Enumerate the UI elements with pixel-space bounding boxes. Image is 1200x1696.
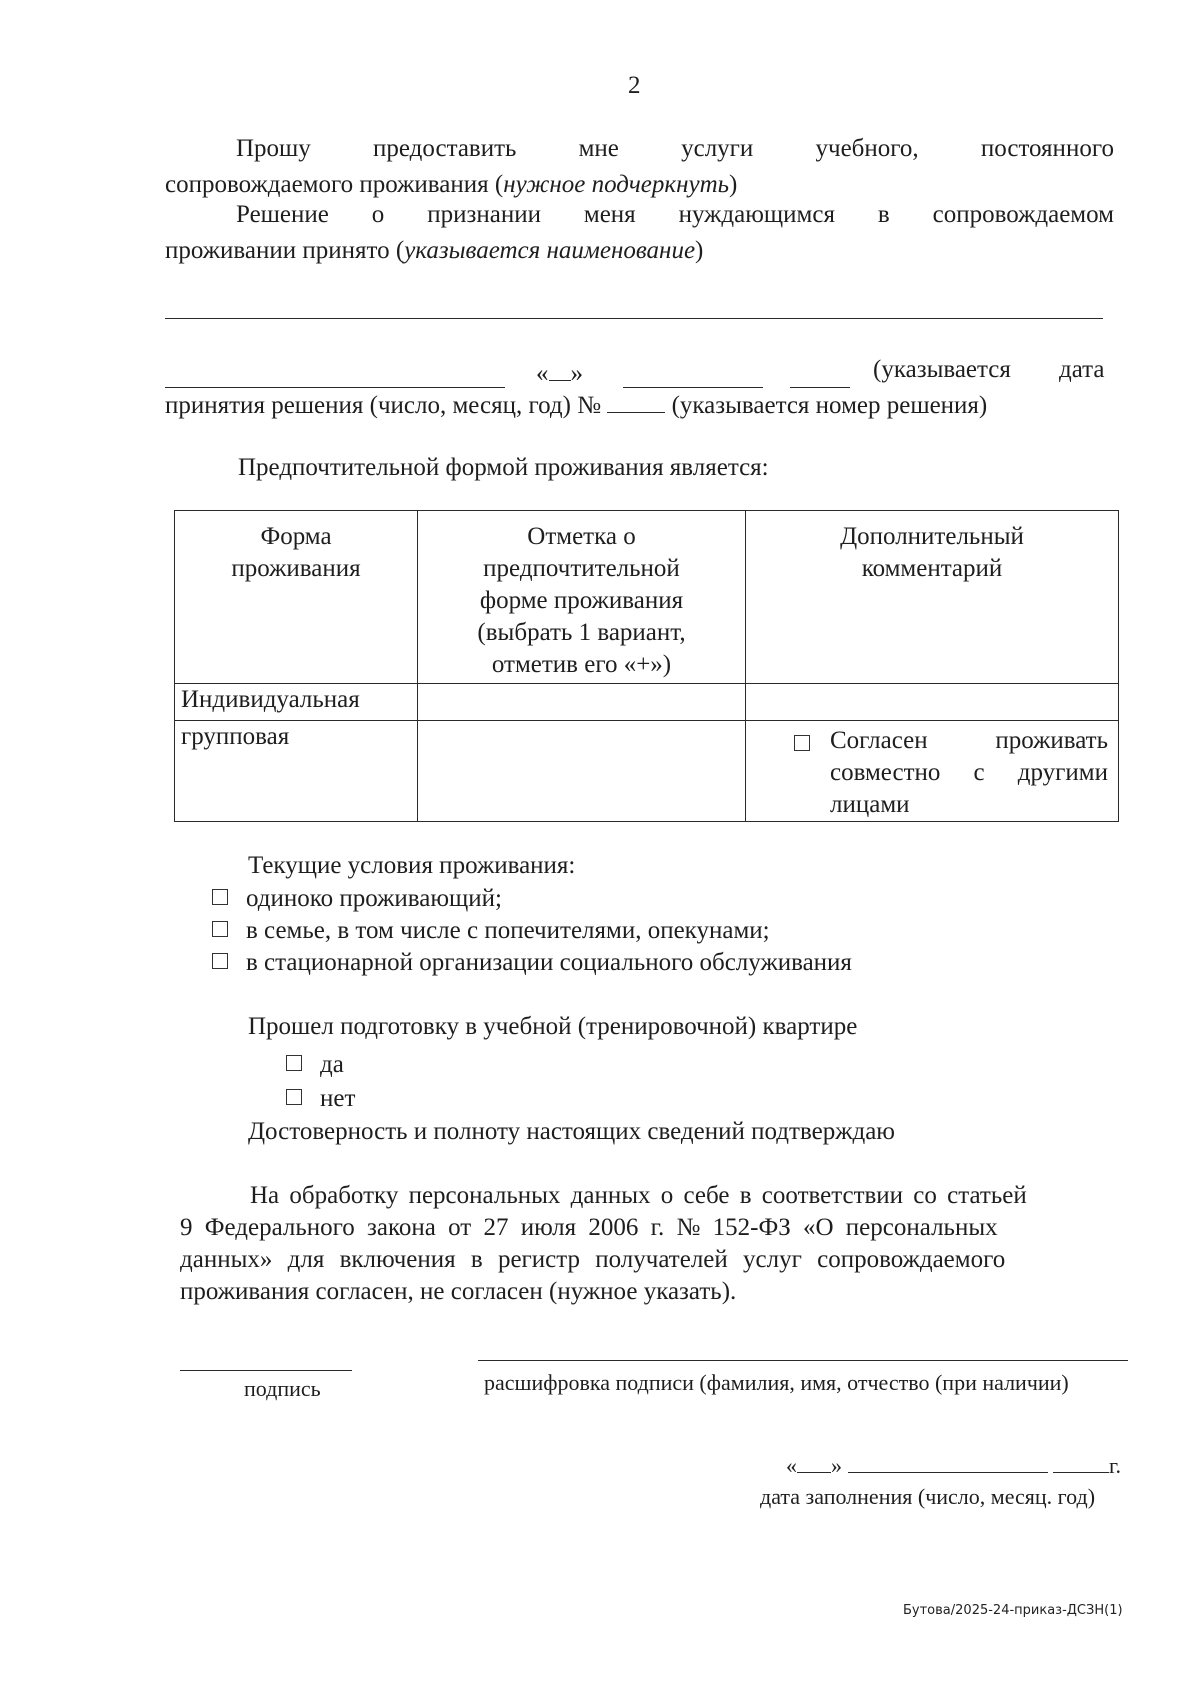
date-hint-word-2: дата: [1059, 356, 1105, 383]
fill-date-label: дата заполнения (число, месяц. год): [760, 1484, 1096, 1509]
living-form-table: [174, 510, 1119, 822]
quote-open: «: [536, 360, 549, 387]
preferred-form-intro: Предпочтительной формой проживания является:: [238, 454, 769, 481]
fill-month-blank[interactable]: [848, 1452, 1048, 1473]
decision-text: проживании принято (: [165, 237, 405, 264]
quote-close: »: [570, 360, 583, 387]
comment-cell: [746, 721, 1119, 822]
option-label: в стационарной организации социального обслуживания: [246, 949, 852, 976]
decision-month-blank[interactable]: [623, 387, 763, 388]
header-cell: [175, 511, 418, 684]
training-option-no[interactable]: [286, 1083, 355, 1115]
form-group: групповая: [181, 723, 290, 750]
decision-number-blank[interactable]: [607, 390, 665, 413]
word: сопровождаемом: [932, 201, 1114, 228]
table-row: [175, 684, 1119, 721]
checkbox[interactable]: [212, 953, 228, 969]
option-label: да: [320, 1051, 344, 1078]
word: о: [371, 201, 385, 228]
checkbox[interactable]: [212, 921, 228, 937]
quote-close: »: [831, 1453, 842, 1478]
signature-label: подпись: [244, 1376, 321, 1401]
option-label: нет: [320, 1085, 356, 1112]
decision-hint: указывается наименование: [404, 237, 696, 264]
decision-year-blank[interactable]: [790, 387, 850, 388]
mark-cell-individual[interactable]: [418, 684, 746, 721]
word: услуги: [681, 135, 754, 162]
checkbox[interactable]: [286, 1089, 302, 1105]
signature-name-blank[interactable]: [478, 1360, 1128, 1361]
condition-option[interactable]: [212, 947, 852, 979]
confirmation-text: Достоверность и полноту настоящих сведений подтверждаю: [248, 1118, 895, 1145]
decision-date-day[interactable]: [536, 358, 583, 390]
checkbox[interactable]: [212, 889, 228, 905]
document-footer-id: Бутова/2025-24-приказ-ДСЗН(1): [903, 1603, 1123, 1618]
consent-line-3: данных» для включения в регистр получателей услуг сопровождаемого: [180, 1246, 1006, 1273]
condition-option[interactable]: [212, 883, 502, 915]
mark-cell-group[interactable]: [418, 721, 746, 822]
decision-end: ): [695, 237, 704, 264]
quote-open: «: [786, 1453, 797, 1478]
day-blank[interactable]: [549, 358, 571, 381]
year-suffix: г.: [1109, 1453, 1122, 1478]
training-option-yes[interactable]: [286, 1049, 344, 1081]
decision-body-blank-2[interactable]: [165, 387, 505, 388]
decision-body-blank[interactable]: [165, 318, 1103, 319]
signature-blank[interactable]: [180, 1370, 352, 1371]
header-mark: Отметка о предпочтительной форме проживания (выбрать 1 вариант, отметив его «+»): [477, 523, 686, 678]
decision-number-hint: (указывается номер решения): [671, 392, 988, 419]
table-header-row: [175, 511, 1119, 684]
agree-comment: Согласен проживать совместно с другими лицами: [830, 727, 1108, 818]
word: постоянного: [980, 135, 1114, 162]
decision-line-1: [236, 199, 1114, 231]
fill-date-line: [786, 1452, 1121, 1480]
word: меня: [583, 201, 636, 228]
decision-date-label: принятия решения (число, месяц, год) №: [165, 392, 602, 419]
checkbox[interactable]: [286, 1055, 302, 1071]
form-cell: [175, 721, 418, 822]
date-hint-word-1: (указывается: [873, 356, 1011, 383]
header-cell: [418, 511, 746, 684]
fill-day-blank[interactable]: [797, 1452, 831, 1473]
request-text: сопровождаемого проживания (: [165, 171, 504, 198]
word: Прошу: [236, 135, 311, 162]
option-label: в семье, в том числе с попечителями, опекунами;: [246, 917, 770, 944]
decision-line-2: [165, 235, 703, 267]
option-label: одиноко проживающий;: [246, 885, 502, 912]
consent-line-1: На обработку персональных данных о себе в соответствии со статьей: [250, 1182, 1027, 1209]
request-hint: нужное подчеркнуть: [503, 171, 730, 198]
word: нуждающимся: [678, 201, 835, 228]
decision-line-4: [165, 390, 987, 422]
word: мне: [578, 135, 619, 162]
agree-checkbox[interactable]: [794, 735, 810, 751]
header-form: Форма проживания: [231, 523, 361, 582]
form-cell: [175, 684, 418, 721]
word: учебного,: [815, 135, 919, 162]
training-title: Прошел подготовку в учебной (тренировочной) квартире: [248, 1013, 858, 1040]
form-individual: Индивидуальная: [181, 686, 360, 713]
word: признании: [427, 201, 541, 228]
request-line-2: [165, 169, 737, 201]
condition-option[interactable]: [212, 915, 770, 947]
header-comment: Дополнительный комментарий: [840, 523, 1024, 582]
signature-name-label: расшифровка подписи (фамилия, имя, отчество (при наличии): [484, 1370, 1069, 1395]
word: Решение: [236, 201, 329, 228]
consent-line-4: проживания согласен, не согласен (нужное указать).: [180, 1278, 737, 1305]
fill-year-blank[interactable]: [1053, 1452, 1109, 1473]
current-conditions-title: Текущие условия проживания:: [248, 852, 576, 879]
word: в: [877, 201, 890, 228]
request-end: ): [729, 171, 738, 198]
word: предоставить: [373, 135, 517, 162]
page-number: 2: [628, 72, 641, 99]
request-line-1: [236, 133, 1114, 165]
comment-cell: [746, 684, 1119, 721]
header-cell: [746, 511, 1119, 684]
table-row: [175, 721, 1119, 822]
consent-line-2: 9 Федерального закона от 27 июля 2006 г. № 152-ФЗ «О персональных: [180, 1214, 998, 1241]
